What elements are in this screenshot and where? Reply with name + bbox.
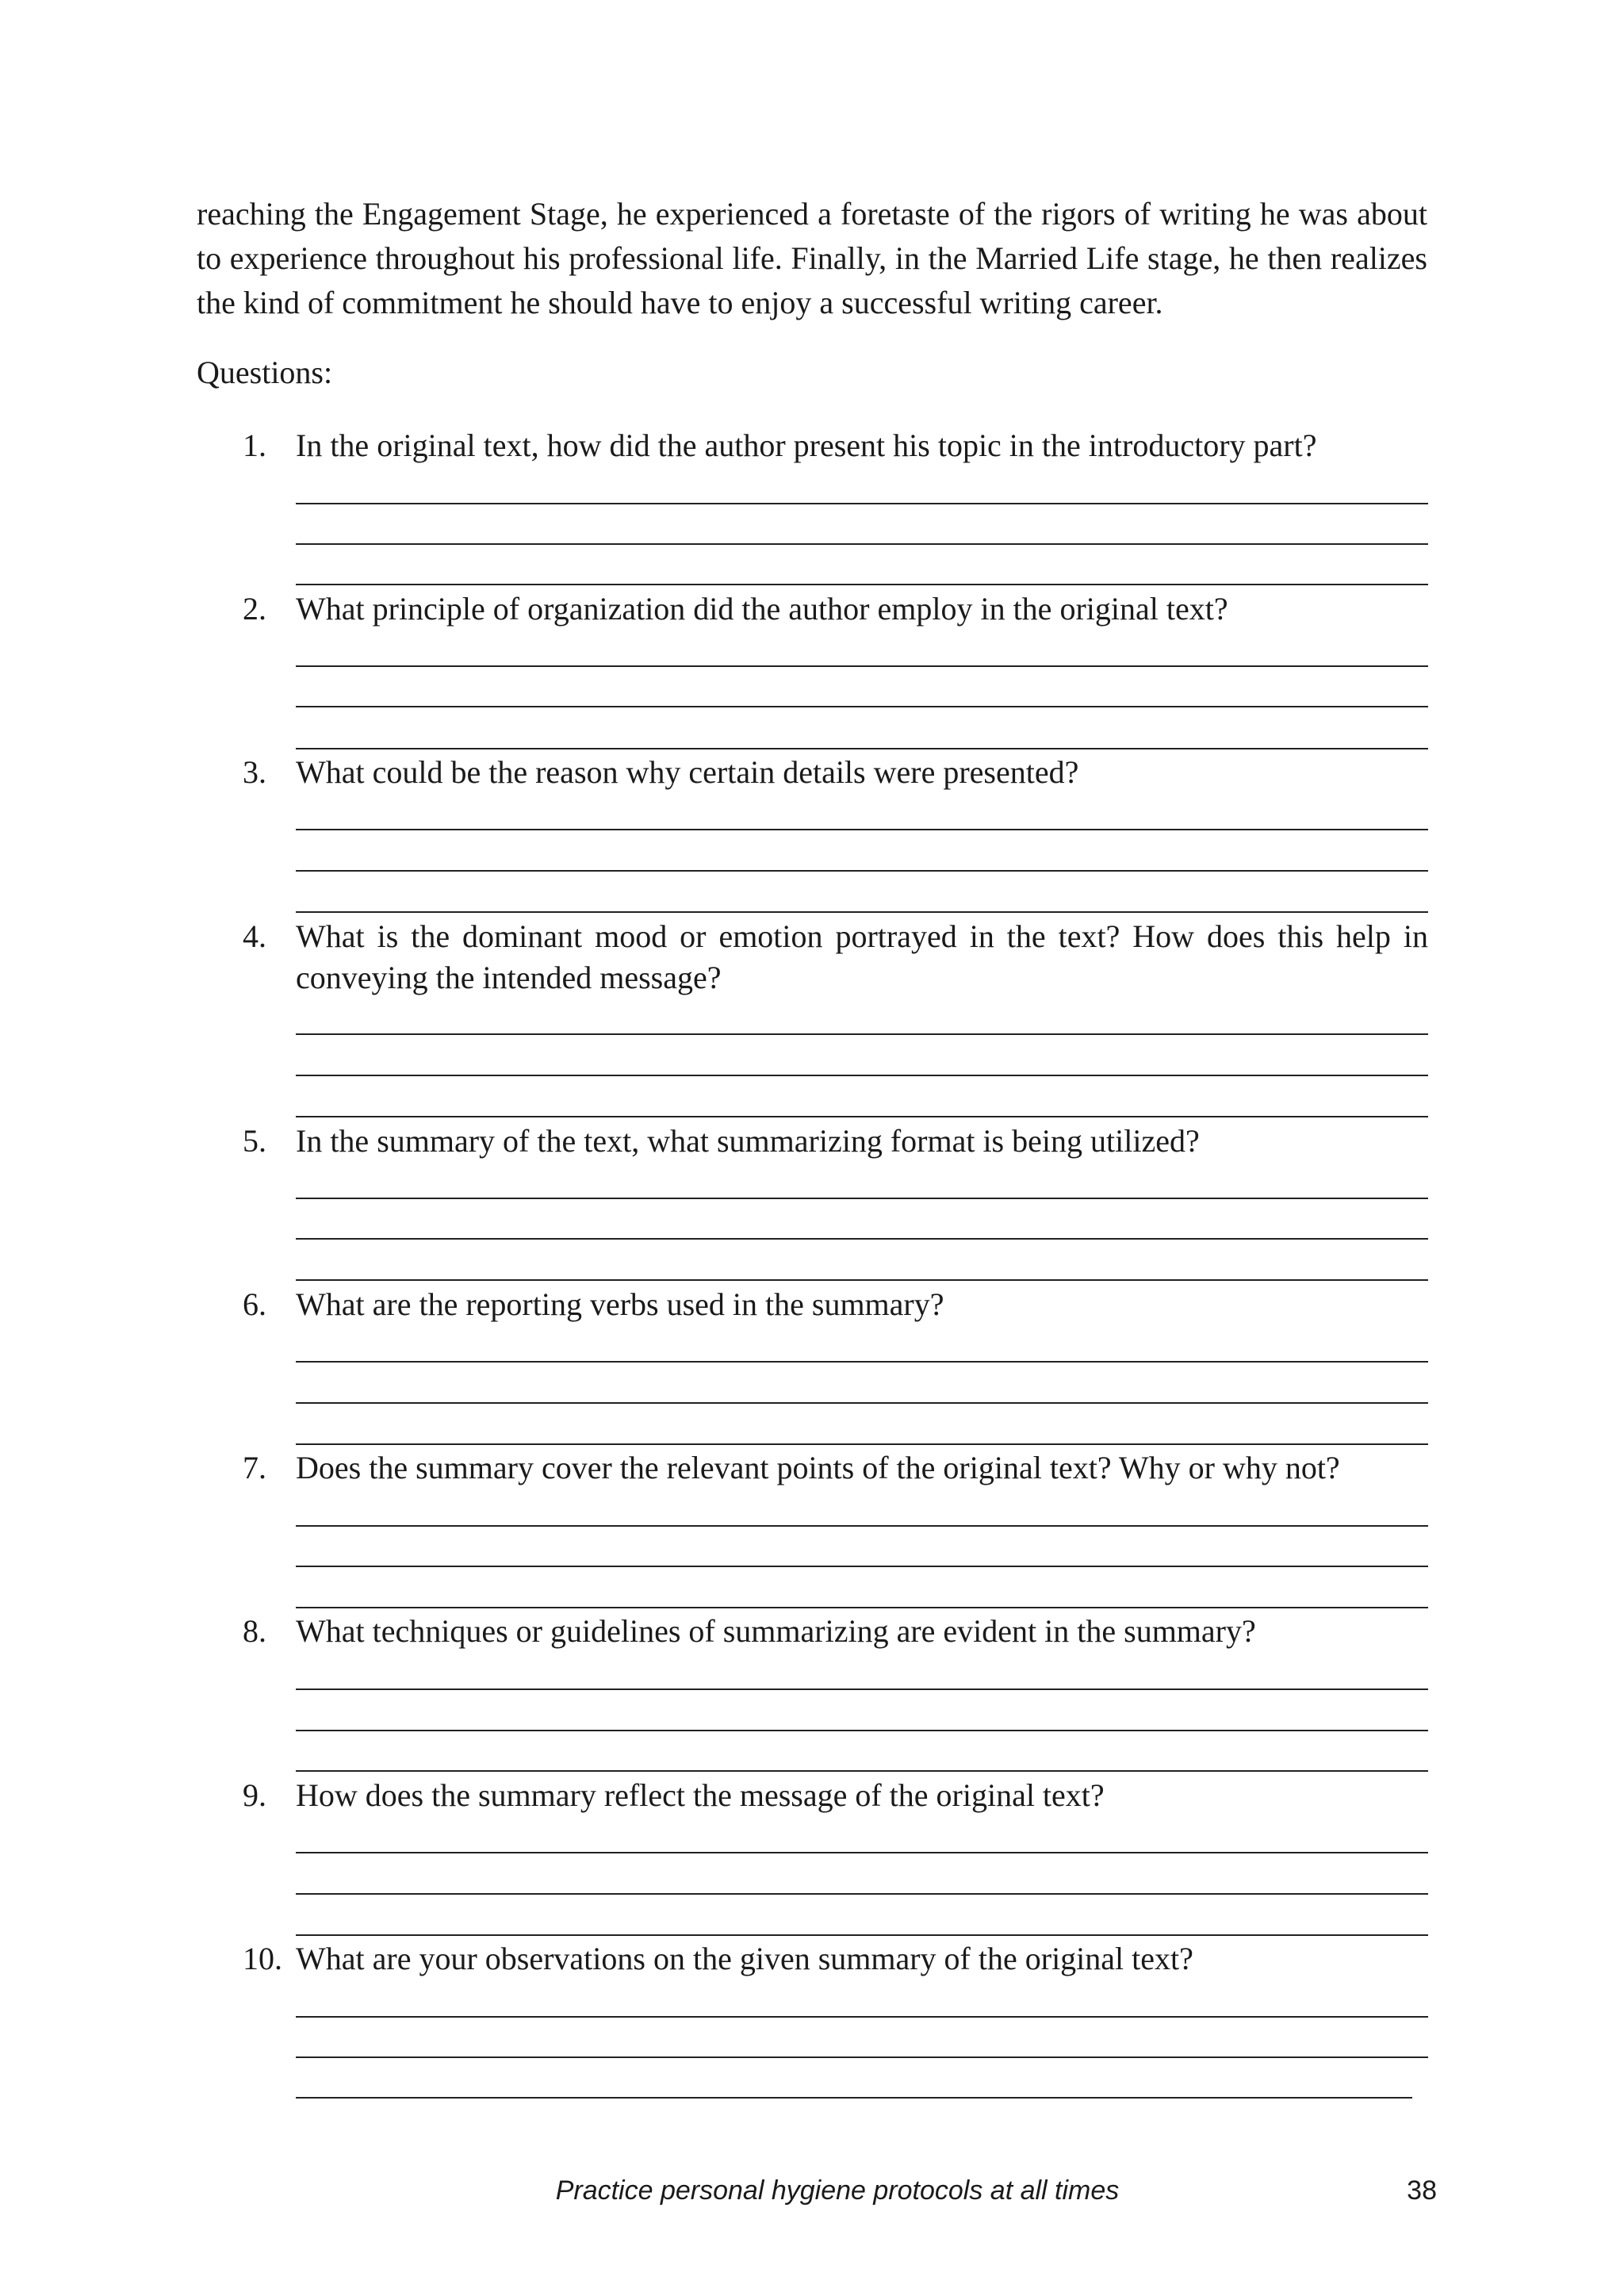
answer-line[interactable] (296, 1238, 1428, 1240)
answer-line[interactable] (296, 1279, 1428, 1281)
intro-paragraph: reaching the Engagement Stage, he experienced a foretaste of the rigors of writing he was about to experience throughout his professional life. Finally, in the Married Life stage, he then realizes the kind of commitment he should have to enjoy a successful writing career. (197, 196, 1427, 320)
answer-line[interactable] (296, 1033, 1428, 1035)
page-number: 38 (1407, 2175, 1437, 2206)
answer-line[interactable] (296, 1730, 1428, 1731)
answer-line[interactable] (296, 1116, 1428, 1117)
footer-text: Practice personal hygiene protocols at all times (555, 2175, 1120, 2206)
question-text: What techniques or guidelines of summarizing are evident in the summary? (296, 1613, 1256, 1649)
questions-heading: Questions: (197, 355, 333, 390)
question-number: 1. (243, 427, 266, 463)
answer-line[interactable] (296, 665, 1428, 667)
answer-line[interactable] (296, 870, 1428, 872)
question-text: What is the dominant mood or emotion portrayed in the text? How does this help in conveying the intended message? (296, 918, 1428, 995)
answer-line[interactable] (296, 2016, 1428, 2018)
question-text: What are the reporting verbs used in the summary? (296, 1286, 944, 1322)
question-number: 4. (243, 918, 266, 954)
answer-line[interactable] (296, 584, 1428, 585)
answer-line[interactable] (296, 911, 1428, 913)
answer-line[interactable] (296, 503, 1428, 504)
question-number: 7. (243, 1450, 266, 1485)
answer-line[interactable] (296, 1198, 1428, 1199)
question-text: How does the summary reflect the message of the original text? (296, 1777, 1105, 1813)
question-number: 5. (243, 1123, 266, 1159)
answer-line[interactable] (296, 1770, 1428, 1772)
question-text: Does the summary cover the relevant points of the original text? Why or why not? (296, 1450, 1340, 1485)
question-text: What are your observations on the given summary of the original text? (296, 1941, 1193, 1976)
question-text: In the summary of the text, what summarizing format is being utilized? (296, 1123, 1200, 1159)
answer-line[interactable] (296, 1402, 1428, 1404)
question-number: 8. (243, 1613, 266, 1649)
answer-line[interactable] (296, 748, 1428, 749)
answer-line[interactable] (296, 1075, 1428, 1076)
question-number: 2. (243, 591, 266, 627)
answer-line[interactable] (296, 706, 1428, 707)
question-number: 3. (243, 754, 266, 790)
answer-line[interactable] (296, 1852, 1428, 1853)
answer-line[interactable] (296, 1607, 1428, 1608)
question-text: What principle of organization did the author employ in the original text? (296, 591, 1228, 627)
question-number: 6. (243, 1286, 266, 1322)
answer-line[interactable] (296, 2056, 1428, 2058)
question-text: In the original text, how did the author present his topic in the introductory part? (296, 427, 1317, 463)
answer-line[interactable] (296, 1525, 1428, 1527)
answer-line[interactable] (296, 1443, 1428, 1445)
question-number: 10. (243, 1941, 282, 1976)
answer-line[interactable] (296, 829, 1428, 830)
answer-line[interactable] (296, 1566, 1428, 1567)
answer-line[interactable] (296, 543, 1428, 545)
answer-line[interactable] (296, 1893, 1428, 1895)
answer-line[interactable] (296, 2097, 1412, 2099)
question-number: 9. (243, 1777, 266, 1813)
answer-line[interactable] (296, 1688, 1428, 1690)
question-text: What could be the reason why certain details were presented? (296, 754, 1079, 790)
answer-line[interactable] (296, 1934, 1428, 1936)
answer-line[interactable] (296, 1361, 1428, 1363)
